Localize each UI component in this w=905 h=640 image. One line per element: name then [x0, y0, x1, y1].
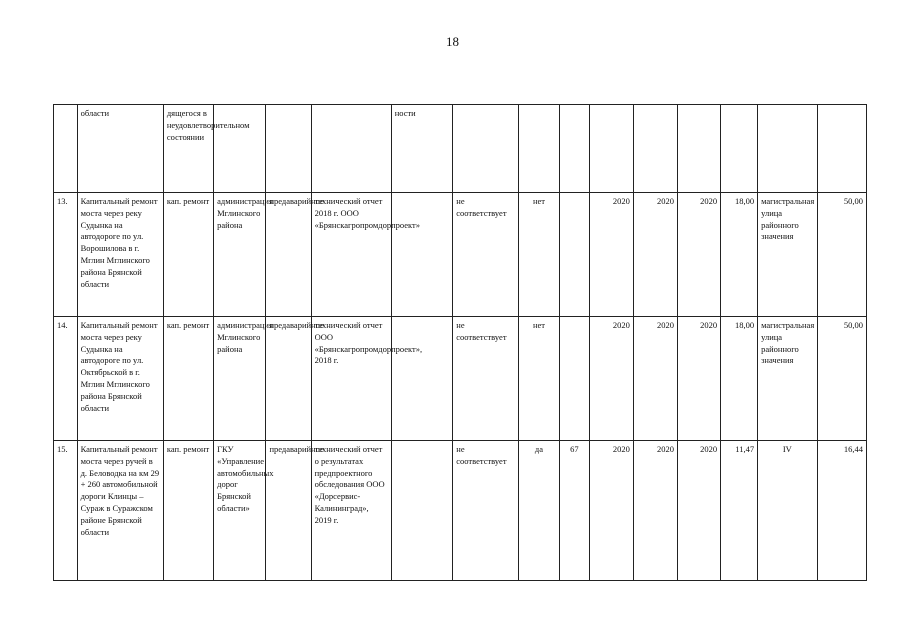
cell-length: 18,00 — [721, 317, 758, 441]
cell-count — [560, 317, 590, 441]
cell-object-name: Капитальный ремонт моста через реку Судынка на автодороге по ул. Ворошилова в г. Мглин Мглинского района Брянской области — [77, 193, 163, 317]
cell-condition: предаварийное — [266, 193, 311, 317]
cell-condition: предаварийное — [266, 317, 311, 441]
cell-year-2: 2020 — [633, 441, 677, 581]
cell-length: 11,47 — [721, 441, 758, 581]
cell-flag — [518, 105, 559, 193]
cell-year-1: 2020 — [589, 441, 633, 581]
table-row — [54, 193, 867, 317]
cell-number: 13. — [54, 193, 78, 317]
cell-category — [758, 105, 818, 193]
cell-owner: администрация Мглинского района — [214, 317, 266, 441]
cell-year-3: 2020 — [678, 193, 721, 317]
cell-object-name: Капитальный ремонт моста через реку Судынка на автодороге по ул. Октябрьской в г. Мглин Мглинского района Брянской области — [77, 317, 163, 441]
cell-work-type: кап. ремонт — [163, 441, 213, 581]
table-row — [54, 441, 867, 581]
cell-year-1: 2020 — [589, 317, 633, 441]
cell-year-1: 2020 — [589, 193, 633, 317]
cell-cost — [817, 105, 866, 193]
cell-work-type: кап. ремонт — [163, 193, 213, 317]
cell-category: IV — [758, 441, 818, 581]
cell-category: магистральная улица районного значения — [758, 317, 818, 441]
cell-number: 14. — [54, 317, 78, 441]
page-number: 18 — [446, 34, 459, 49]
cell-year-2: 2020 — [633, 193, 677, 317]
cell-cost: 16,44 — [817, 441, 866, 581]
cell-count: 67 — [560, 441, 590, 581]
cell-number: 15. — [54, 441, 78, 581]
cell-owner — [214, 105, 266, 193]
cell-owner: ГКУ «Управление автомобильных дорог Брянской области» — [214, 441, 266, 581]
cell-condition — [266, 105, 311, 193]
table-row-continued — [54, 105, 867, 193]
cell-object-name: Капитальный ремонт моста через ручей в д. Беловодка на км 29 + 260 автомобильной дороги Клинцы – Сураж в Суражском районе Брянской области — [77, 441, 163, 581]
cell-document: технический отчет ООО «Брянскагропромдорпроект», 2018 г. — [311, 317, 391, 441]
cell-number — [54, 105, 78, 193]
cell-document: технический отчет о результатах предпроектного обследования ООО «Дорсервис-Калининград», 2019 г. — [311, 441, 391, 581]
cell-year-2 — [633, 105, 677, 193]
cell-count — [560, 193, 590, 317]
cell-condition: предаварийное — [266, 441, 311, 581]
cell-length: 18,00 — [721, 193, 758, 317]
cell-work-type: дящегося в неудовлетворительном состоянии — [163, 105, 213, 193]
cell-col7: ности — [391, 105, 453, 193]
cell-col7 — [391, 193, 453, 317]
bridge-repair-table — [53, 104, 867, 581]
cell-owner: администрация Мглинского района — [214, 193, 266, 317]
cell-object-name: области — [77, 105, 163, 193]
cell-year-1 — [589, 105, 633, 193]
cell-compliance: не соответствует — [453, 193, 519, 317]
cell-compliance — [453, 105, 519, 193]
cell-year-3: 2020 — [678, 317, 721, 441]
cell-col7 — [391, 317, 453, 441]
cell-flag: нет — [518, 317, 559, 441]
cell-length — [721, 105, 758, 193]
cell-count — [560, 105, 590, 193]
cell-year-3 — [678, 105, 721, 193]
cell-compliance: не соответствует — [453, 441, 519, 581]
cell-cost: 50,00 — [817, 317, 866, 441]
cell-flag: да — [518, 441, 559, 581]
cell-col7 — [391, 441, 453, 581]
cell-year-2: 2020 — [633, 317, 677, 441]
cell-document: технический отчет 2018 г. ООО «Брянскагропромдорпроект» — [311, 193, 391, 317]
table-row — [54, 317, 867, 441]
cell-year-3: 2020 — [678, 441, 721, 581]
cell-category: магистральная улица районного значения — [758, 193, 818, 317]
cell-flag: нет — [518, 193, 559, 317]
cell-compliance: не соответствует — [453, 317, 519, 441]
cell-document — [311, 105, 391, 193]
cell-cost: 50,00 — [817, 193, 866, 317]
cell-work-type: кап. ремонт — [163, 317, 213, 441]
